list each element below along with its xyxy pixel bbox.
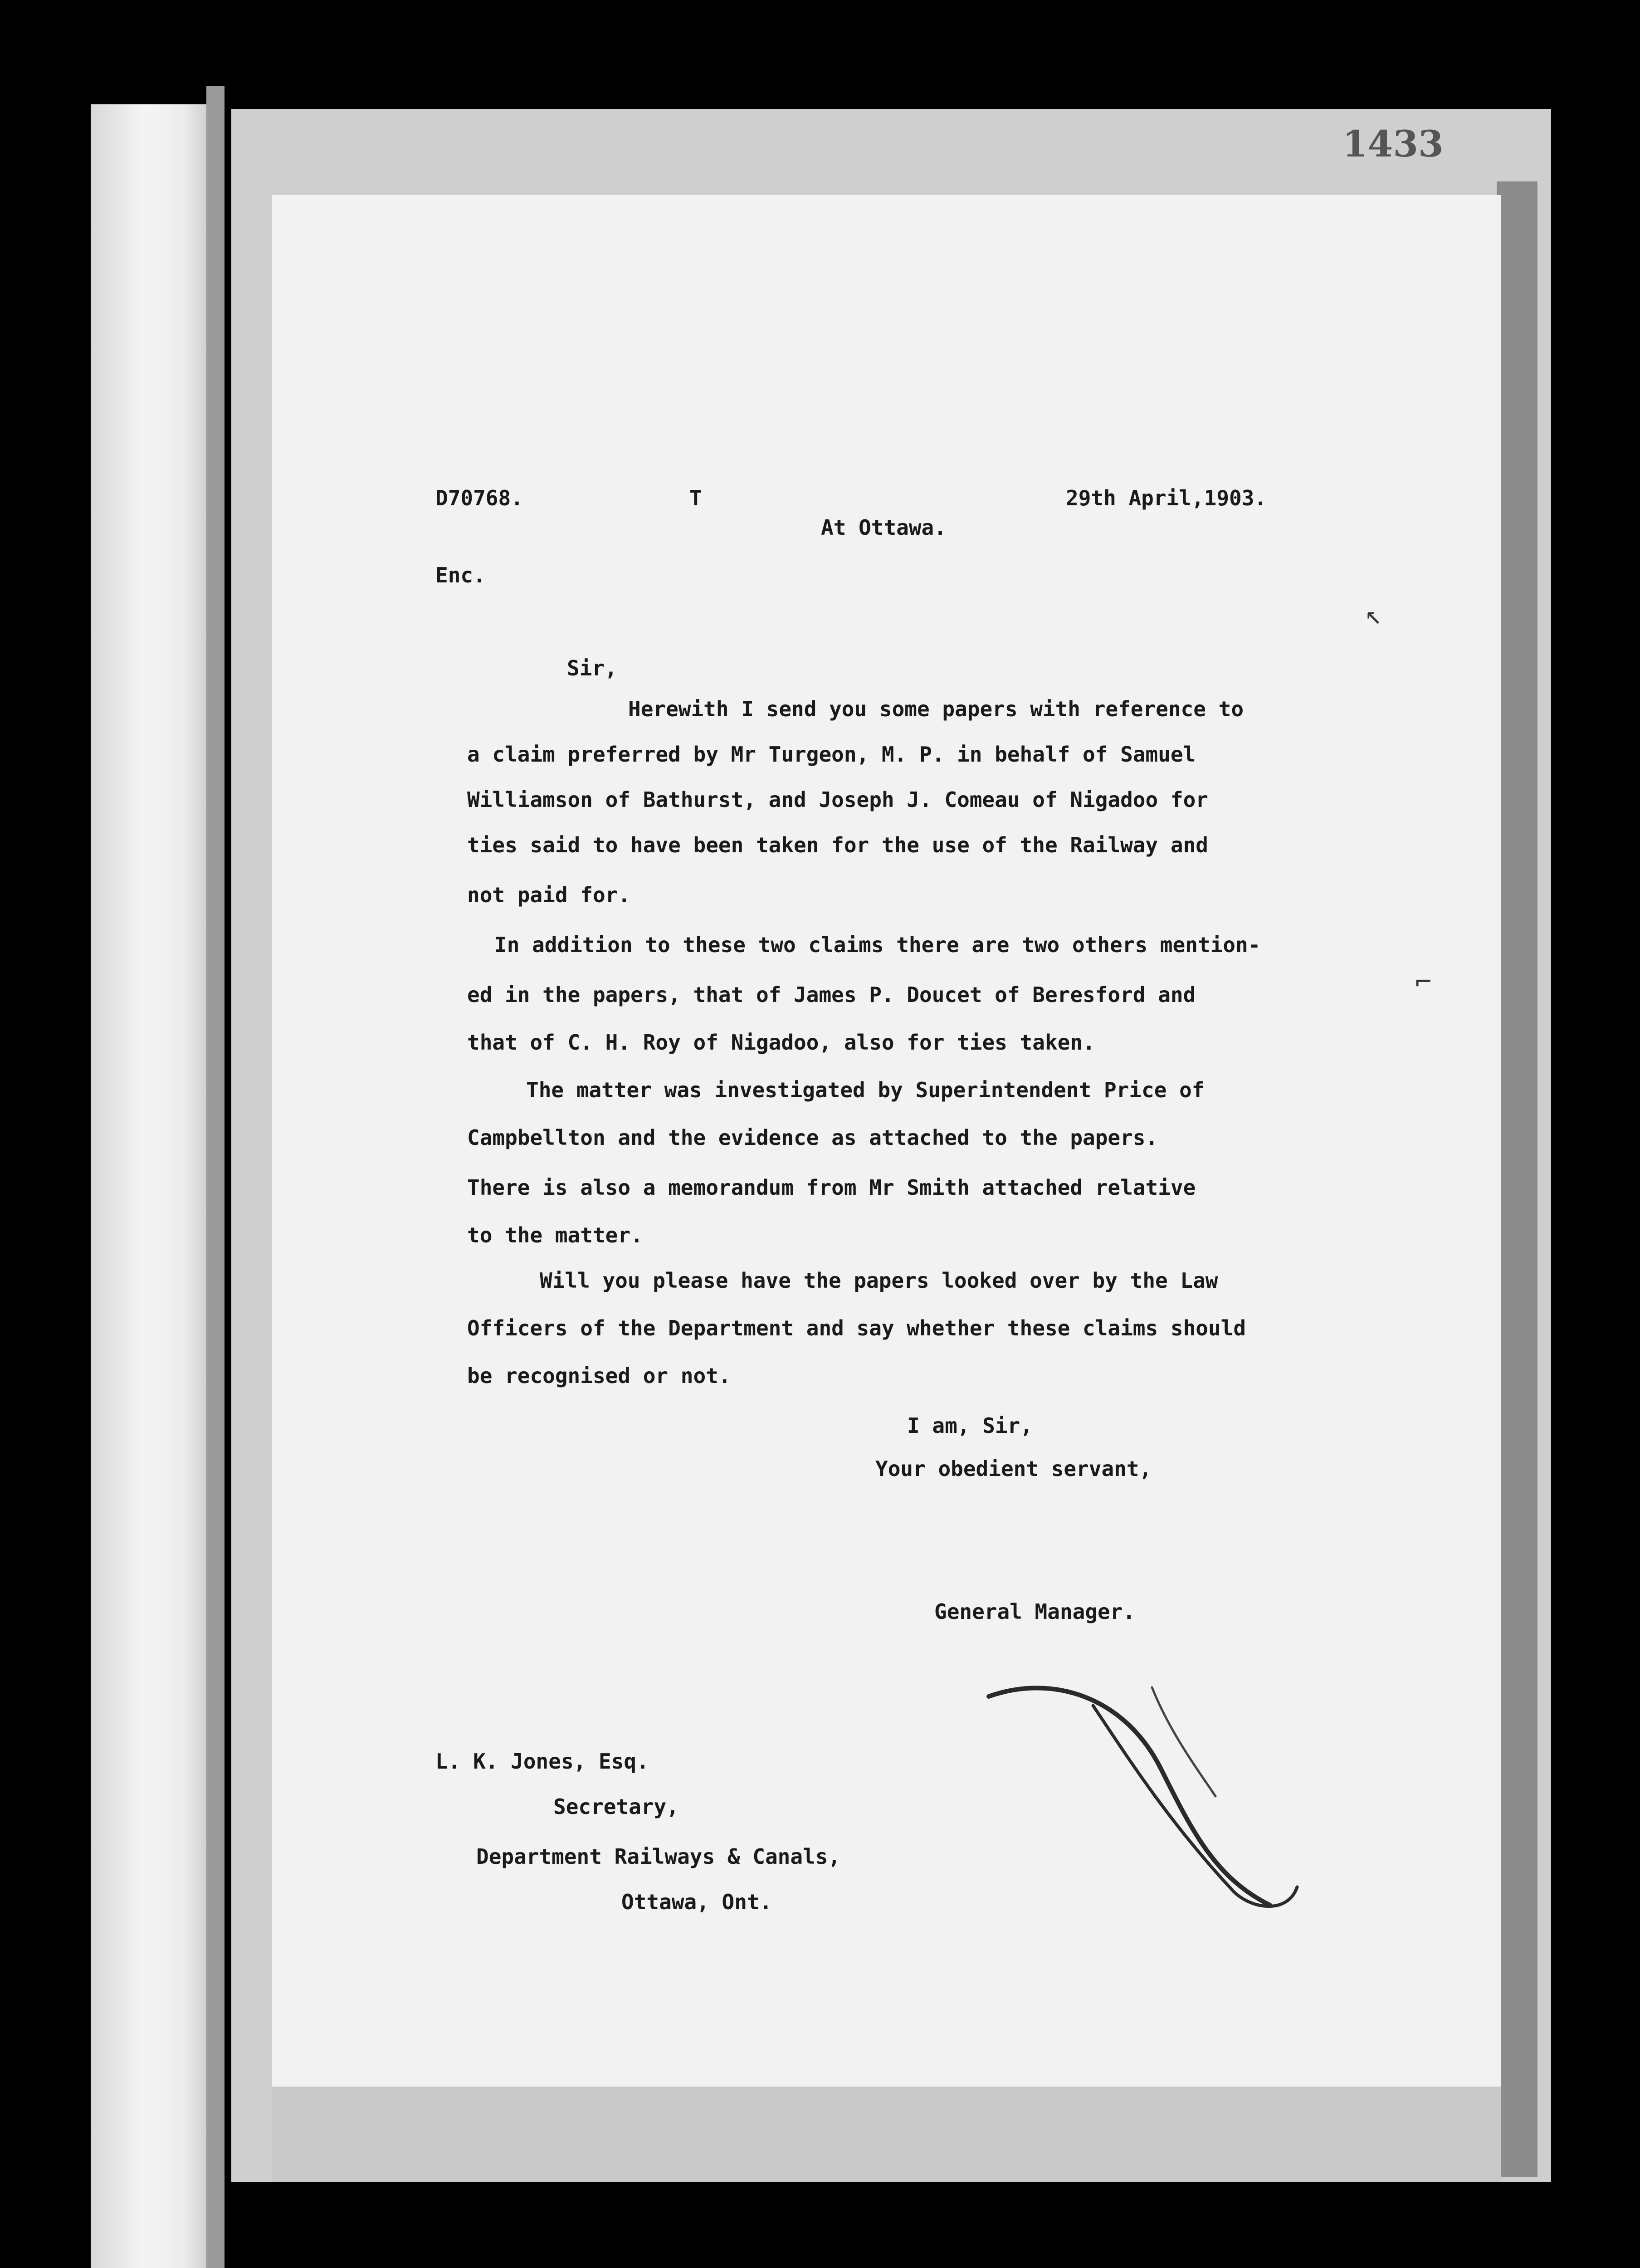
book-binding bbox=[91, 104, 222, 2268]
body-line: be recognised or not. bbox=[467, 1364, 731, 1388]
body-line: that of C. H. Roy of Nigadoo, also for ties taken. bbox=[467, 1030, 1095, 1055]
closing-line: Your obedient servant, bbox=[875, 1457, 1152, 1481]
folio-number: 1433 bbox=[1342, 122, 1444, 165]
body-line: ties said to have been taken for the use of the Railway and bbox=[467, 833, 1208, 857]
body-line: There is also a memorandum from Mr Smith attached relative bbox=[467, 1175, 1196, 1200]
letter-date: 29th April,1903. bbox=[1066, 486, 1267, 510]
body-line: a claim preferred by Mr Turgeon, M. P. in behalf of Samuel bbox=[467, 742, 1196, 767]
body-line: The matter was investigated by Superintendent Price of bbox=[526, 1078, 1205, 1102]
body-line: not paid for. bbox=[467, 883, 631, 907]
signatory-title: General Manager. bbox=[934, 1599, 1136, 1624]
body-line: Campbellton and the evidence as attached to the papers. bbox=[467, 1125, 1158, 1150]
body-line: Officers of the Department and say whether these claims should bbox=[467, 1316, 1246, 1340]
recipient-name: L. K. Jones, Esq. bbox=[435, 1749, 649, 1774]
body-line: In addition to these two claims there are two others mention- bbox=[494, 933, 1261, 957]
salutation: Sir, bbox=[567, 656, 617, 680]
margin-dash-mark: ⌐ bbox=[1415, 966, 1432, 998]
file-number: D70768. bbox=[435, 486, 523, 510]
body-line: Will you please have the papers looked over by the Law bbox=[540, 1268, 1218, 1293]
body-line: Herewith I send you some papers with reference to bbox=[628, 697, 1244, 721]
closing-line: I am, Sir, bbox=[907, 1413, 1033, 1438]
recipient-department: Department Railways & Canals, bbox=[476, 1844, 841, 1869]
binding-edge bbox=[206, 86, 225, 2268]
back-sheet-edge bbox=[1497, 181, 1538, 2177]
page-bottom-strip bbox=[272, 2087, 1501, 2182]
body-line: ed in the papers, that of James P. Doucet of Beresford and bbox=[467, 982, 1196, 1007]
margin-tick-mark: ↖ bbox=[1365, 599, 1382, 631]
handwritten-signature bbox=[980, 1678, 1306, 1932]
body-line: to the matter. bbox=[467, 1223, 643, 1247]
file-marker: T bbox=[689, 486, 702, 510]
letter-location: At Ottawa. bbox=[821, 515, 947, 540]
recipient-title: Secretary, bbox=[553, 1794, 679, 1819]
recipient-city: Ottawa, Ont. bbox=[621, 1890, 772, 1914]
body-line: Williamson of Bathurst, and Joseph J. Comeau of Nigadoo for bbox=[467, 787, 1208, 812]
enclosure-note: Enc. bbox=[435, 563, 486, 587]
